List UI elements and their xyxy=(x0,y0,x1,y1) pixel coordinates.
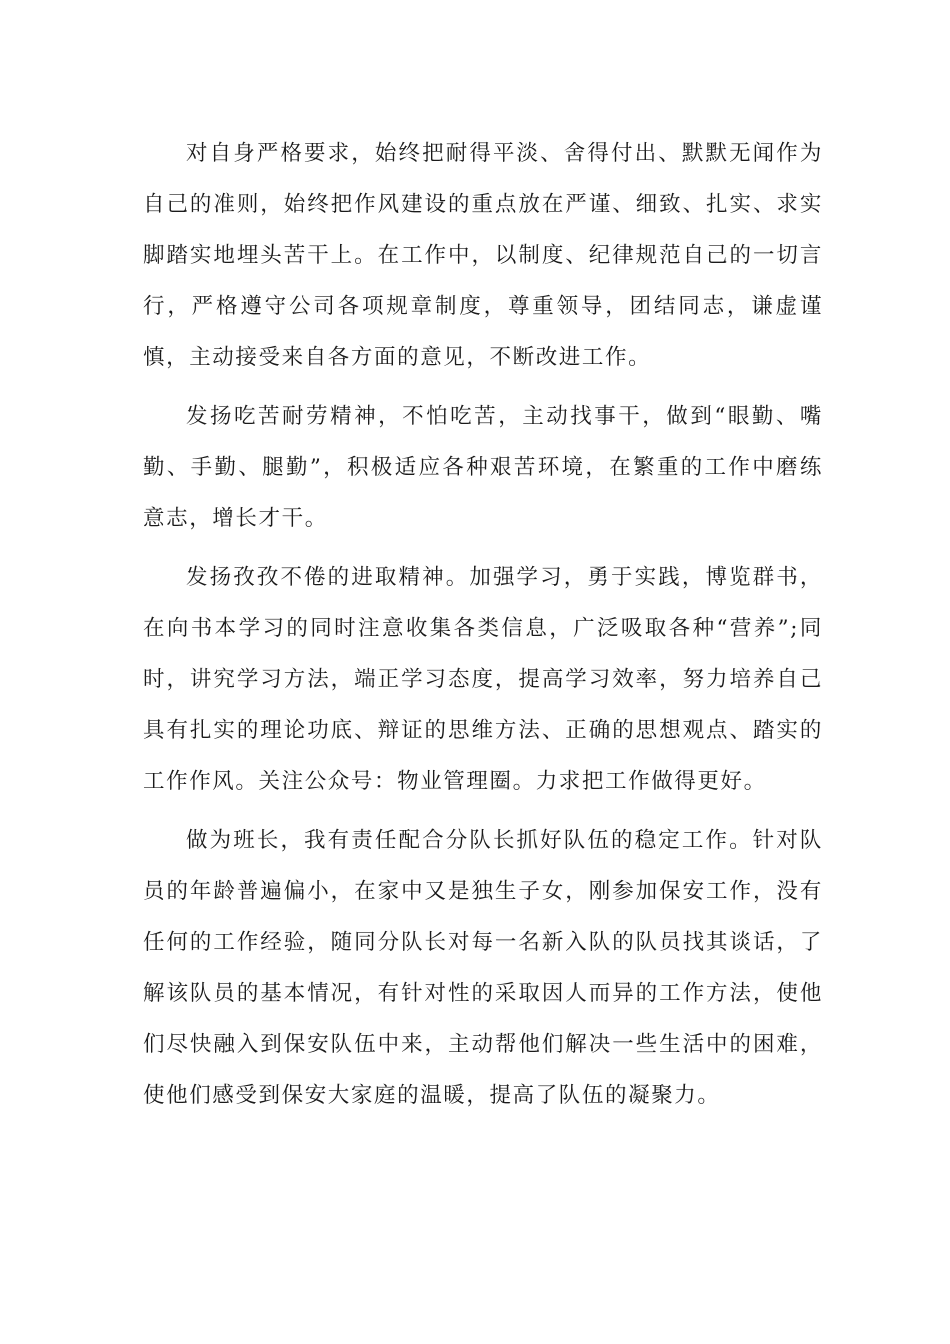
paragraph-self-discipline: 对自身严格要求，始终把耐得平淡、舍得付出、默默无闻作为自己的准则，始终把作风建设的重点放在严谨、细致、扎实、求实脚踏实地埋头苦干上。在工作中，以制度、纪律规范自己的一切言行，严格遵守公司各项规章制度，尊重领导，团结同志，谦虚谨慎，主动接受来自各方面的意见，不断改进工作。 xyxy=(143,141,823,370)
paragraph-learning: 发扬孜孜不倦的进取精神。加强学习，勇于实践，博览群书，在向书本学习的同时注意收集各类信息，广泛吸取各种“营养”;同时，讲究学习方法，端正学习态度，提高学习效率，努力培养自己具有扎实的理论功底、辩证的思维方法、正确的思想观点、踏实的工作作风。关注公众号：物业管理圈。力求把工作做得更好。 xyxy=(143,565,823,794)
paragraph-hard-work: 发扬吃苦耐劳精神，不怕吃苦，主动找事干，做到“眼勤、嘴勤、手勤、腿勤”，积极适应各种艰苦环境，在繁重的工作中磨练意志，增长才干。 xyxy=(143,404,823,531)
paragraph-team-leader: 做为班长，我有责任配合分队长抓好队伍的稳定工作。针对队员的年龄普遍偏小，在家中又是独生子女，刚参加保安工作，没有任何的工作经验，随同分队长对每一名新入队的队员找其谈话，了解该队员的基本情况，有针对性的采取因人而异的工作方法，使他们尽快融入到保安队伍中来，主动帮他们解决一些生活中的困难，使他们感受到保安大家庭的温暖，提高了队伍的凝聚力。 xyxy=(143,828,823,1108)
document-body xyxy=(143,128,823,1121)
